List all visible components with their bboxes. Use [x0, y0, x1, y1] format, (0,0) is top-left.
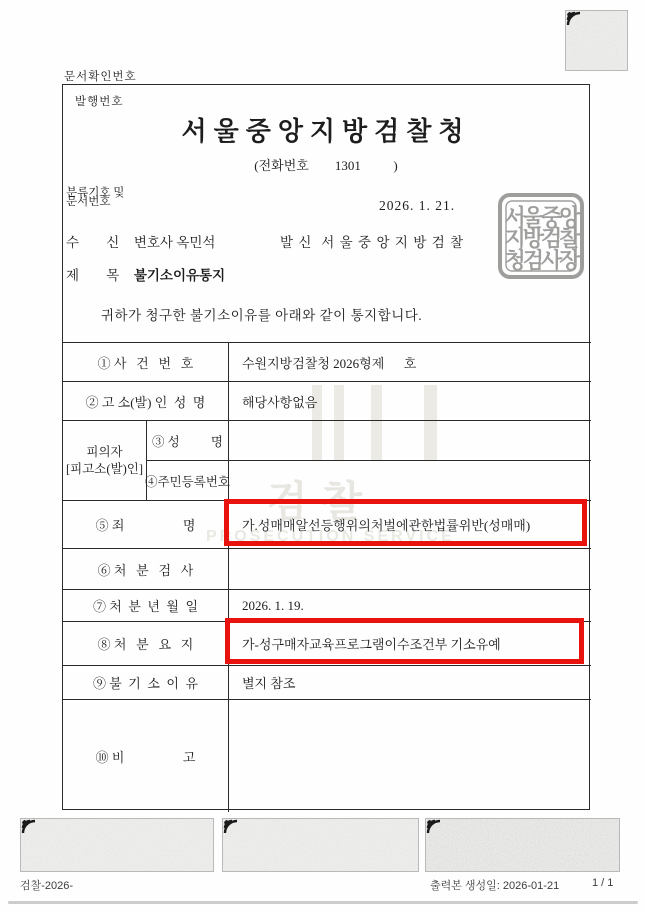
watermark-english: PROSECUTION SERVICE	[206, 528, 455, 545]
sender-line: 발 신 서 울 중 앙 지 방 검 찰	[280, 235, 465, 250]
phone-line: (전화번호 1301 )	[254, 158, 398, 173]
row-label: ⑧ 처 분 요 지	[63, 622, 229, 665]
notice-table	[63, 342, 591, 812]
suspect-label-cell	[63, 421, 147, 500]
issue-number-label: 발행번호	[75, 96, 124, 108]
row-value: 해당사항없음	[242, 394, 318, 410]
table-row-non-prosecution-reason	[63, 666, 591, 700]
table-row-offense	[63, 501, 591, 549]
class-code-line1: 분류기호 및	[66, 187, 125, 199]
table-row-name	[147, 421, 591, 460]
row-value	[229, 421, 591, 460]
row-label: ③ 성 명	[147, 421, 229, 460]
row-value	[229, 700, 591, 812]
doc-verification-label: 문서확인번호	[64, 71, 137, 83]
body-sentence: 귀하가 청구한 불기소이유를 아래와 같이 통지합니다.	[101, 308, 423, 323]
row-value: 가-성구매자교육프로그램이수조건부 기소유예	[242, 637, 501, 652]
row-value: 2026. 1. 19.	[242, 597, 304, 613]
svg-text:지방검찰: 지방검찰	[504, 226, 578, 251]
row-value: 수원지방검찰청 2026형제 호	[242, 355, 417, 371]
row-label: ⑤ 죄 명	[63, 501, 229, 548]
class-code-line2: 문서번호	[66, 196, 111, 208]
table-row-disposition-date	[63, 590, 591, 622]
row-value: 가.성매매알선등행위의처벌에관한법률위반(성매매)	[242, 518, 531, 533]
svg-text:서울중앙: 서울중앙	[504, 205, 578, 231]
verification-barcode-bottom-2	[222, 818, 419, 872]
row-label: ⑨ 불 기 소 이 유	[63, 666, 229, 699]
bottom-divider	[8, 901, 638, 904]
row-label: ⑦ 처 분 년 월 일	[63, 590, 229, 621]
row-value: 별지 참조	[242, 676, 296, 691]
row-label: ① 사 건 번 호	[63, 343, 229, 381]
table-row-remarks	[63, 700, 591, 812]
table-row-prosecutor	[63, 549, 591, 590]
subject-label: 제 목	[66, 268, 121, 283]
table-row-suspect-group	[63, 421, 591, 501]
row-label: ② 고 소(발) 인 성 명	[63, 382, 229, 420]
verification-barcode-top	[565, 10, 628, 71]
svg-text:청검사장: 청검사장	[504, 248, 578, 273]
watermark-korean: 검찰	[267, 480, 377, 526]
row-value	[229, 461, 591, 500]
suspect-label-line1: 피의자	[86, 444, 123, 459]
page-title: 서울중앙지방검찰청	[181, 117, 471, 146]
table-row-disposition-summary	[63, 622, 591, 666]
row-label: ⑥ 처 분 검 사	[63, 549, 229, 589]
suspect-label-line2: [피고소(발)인]	[65, 461, 144, 476]
verification-barcode-bottom-1	[20, 818, 214, 872]
document-date: 2026. 1. 21.	[379, 198, 456, 213]
verification-barcode-bottom-3	[425, 818, 620, 872]
row-value	[229, 549, 591, 589]
official-seal	[497, 192, 585, 280]
footer-print-date: 출력본 생성일: 2026-01-21	[430, 880, 560, 892]
table-row-resident-number	[147, 460, 591, 500]
table-row-complainant	[63, 382, 591, 421]
recipient-label: 수 신	[66, 235, 121, 250]
subject-line	[66, 264, 225, 284]
table-row-case-number	[63, 343, 591, 382]
class-code-block	[66, 189, 124, 207]
recipient-name: 변호사 옥민석	[133, 235, 216, 250]
row-label: ⑩ 비 고	[63, 700, 229, 812]
footer-doc-code: 검찰-2026-	[20, 880, 74, 892]
row-label: ④주민등록번호	[147, 461, 229, 500]
footer-page-indicator: 1 / 1	[592, 877, 614, 889]
subject-text: 불기소이유통지	[133, 268, 226, 283]
